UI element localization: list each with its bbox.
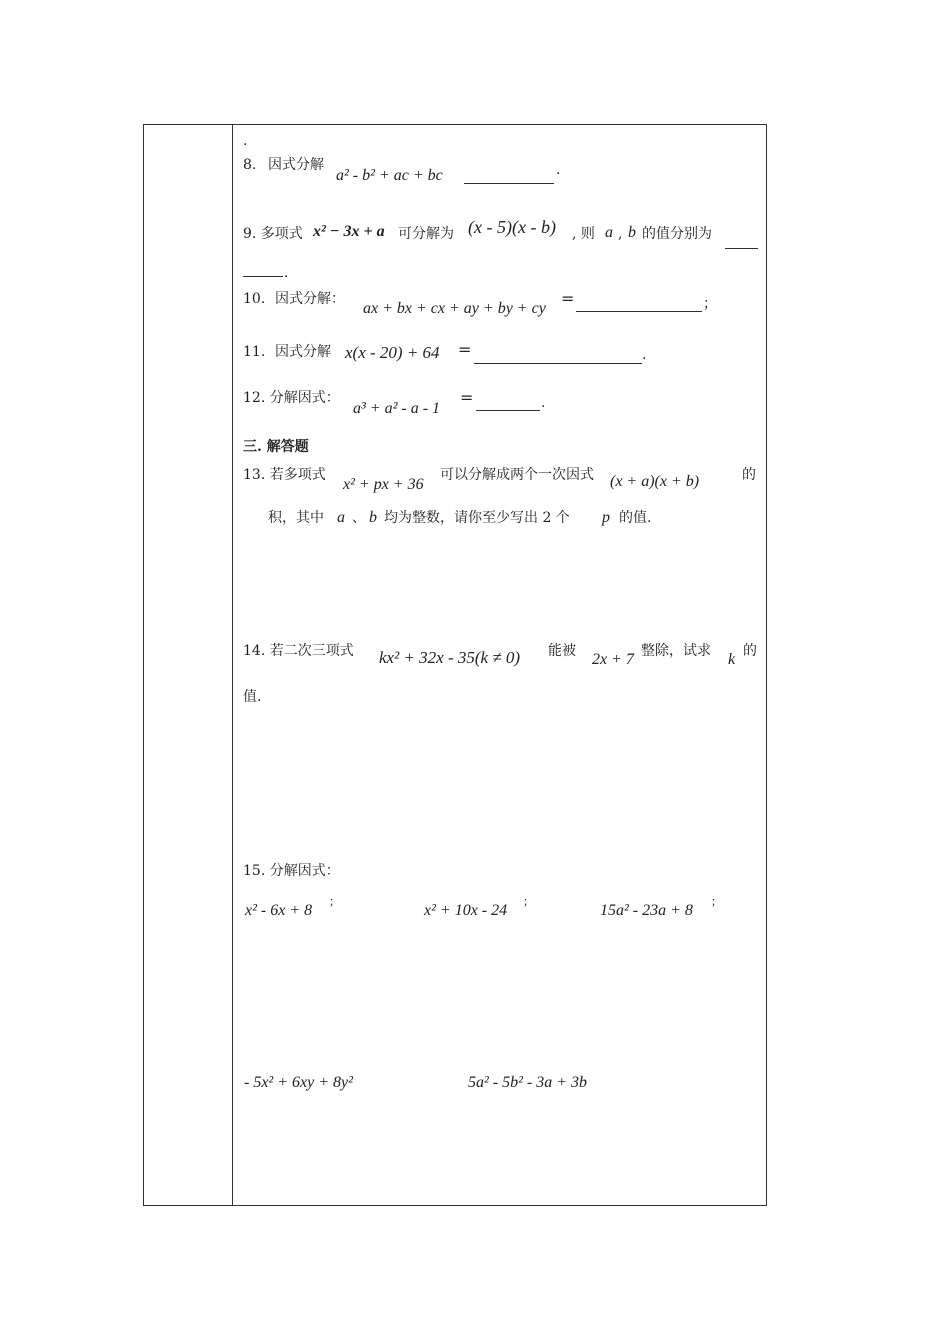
q13-line2-sep: 、 [352,510,366,526]
q13-var-p: p [602,509,610,526]
q11-end: . [642,347,647,363]
q14-var-k: k [728,651,736,668]
q15-sep-2: ； [523,895,534,908]
q13-prefix: 13. 若多项式 [243,467,326,483]
q12-equals: = [460,388,474,407]
q13-line2-b: 均为整数，请你至少写出 2 个 [384,510,570,526]
q9-var-b: b [628,224,636,241]
q11-equals: = [458,340,472,359]
q8-answer-blank [464,170,554,184]
q10-equals: = [561,289,575,308]
q14-prefix: 14. 若二次三项式 [243,643,354,659]
q13-factor: (x + a)(x + b) [610,473,700,490]
q15-expr-4: - 5x² + 6xy + 8y² [244,1074,353,1091]
stray-dot: . [243,133,248,149]
q15-expr-2: x² + 10x - 24 [424,902,508,919]
q9-comma: , [618,226,623,242]
q9-after: , 则 [572,226,595,242]
q11-answer-blank [474,350,642,364]
q13-mid: 可以分解成两个一次因式 [440,467,594,483]
q14-after: 整除，试求 [641,643,711,659]
left-column [144,125,233,1205]
q13-var-b: b [369,509,377,526]
q8-number: 8. [243,157,257,173]
q10-end: ； [703,296,717,312]
q10-label: 因式分解： [275,291,345,307]
q13-expression: x² + px + 36 [343,476,424,493]
q15-expr-1: x² - 6x + 8 [245,902,313,919]
q9-expression: x² − 3x + a [313,223,385,240]
q9-blank-2 [243,263,283,277]
q9-mid: 可分解为 [398,226,454,242]
q11-label: 因式分解 [275,344,331,360]
q10-expression: ax + bx + cx + ay + by + cy [363,300,546,317]
q12-expression: a³ + a² - a - 1 [353,400,441,417]
q13-line2-a: 积，其中 [268,510,324,526]
q9-tail: 的值分别为 [642,226,712,242]
q9-end: . [284,265,289,281]
q14-line2: 值. [243,689,262,705]
q9-prefix: 9. 多项式 [243,226,303,242]
q15-sep-3: ； [711,895,722,908]
q12-prefix: 12. 分解因式： [243,390,340,406]
q8-label: 因式分解 [268,157,324,173]
q10-number: 10. [243,291,266,307]
q13-end: 的 [742,467,756,483]
q12-end: . [541,395,546,411]
section-heading: 三. 解答题 [243,439,309,455]
q8-expression: a² - b² + ac + bc [336,167,443,184]
q11-expression: x(x - 20) + 64 [345,343,440,362]
q15-prefix: 15. 分解因式： [243,863,340,879]
q14-divisor: 2x + 7 [592,651,634,668]
q15-sep-1: ； [329,895,340,908]
q14-expression: kx² + 32x - 35(k ≠ 0) [379,648,521,667]
q15-expr-5: 5a² - 5b² - 3a + 3b [468,1074,588,1091]
q9-blank-1 [725,235,758,249]
q14-end: 的 [743,643,757,659]
q13-var-a: a [337,509,345,526]
q15-expr-3: 15a² - 23a + 8 [600,902,693,919]
q14-mid: 能被 [548,643,576,659]
q12-answer-blank [476,397,540,411]
q9-var-a: a [605,224,613,241]
q9-factor: (x - 5)(x - b) [468,217,556,237]
q13-line2-c: 的值. [619,510,652,526]
q8-end: . [556,162,561,178]
q10-answer-blank [576,298,702,312]
q11-number: 11. [243,344,266,360]
